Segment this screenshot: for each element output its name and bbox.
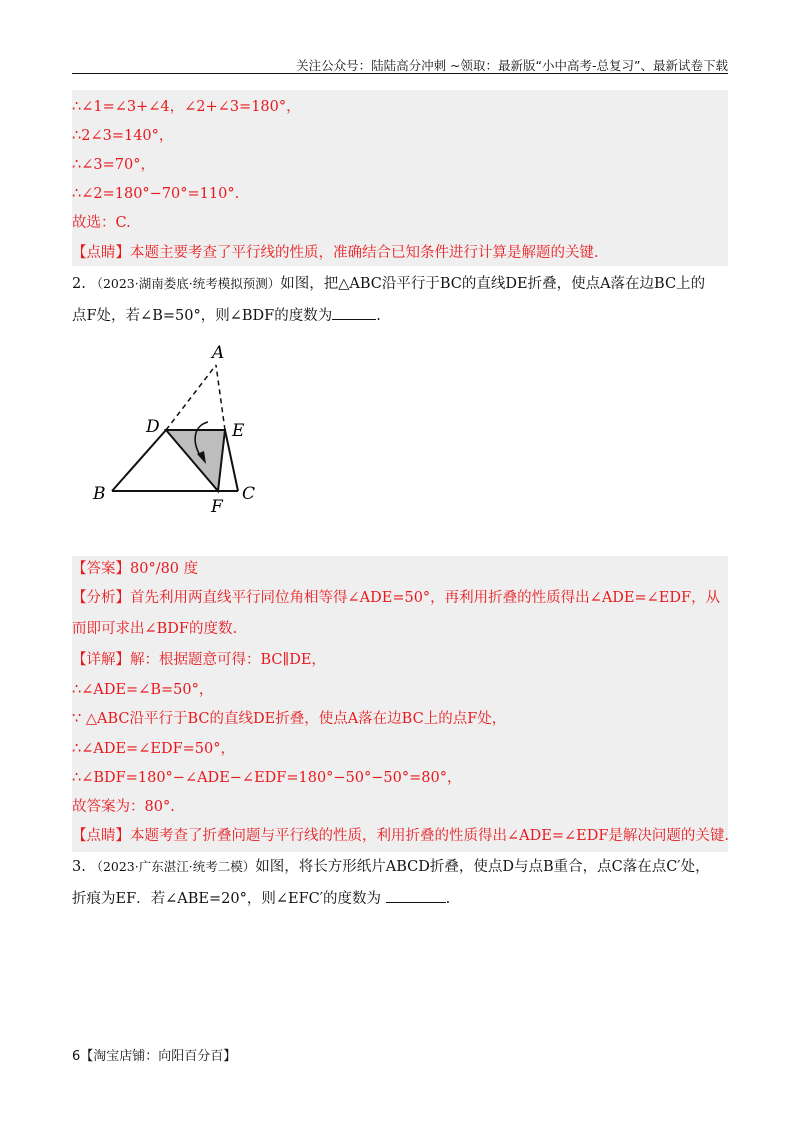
question-3-text-1: 如图，将长方形纸片ABCD折叠，使点D与点B重合，点C落在点C′处， (255, 859, 710, 875)
detail-text-1: 解：根据题意可得：BC∥DE， (130, 652, 326, 668)
triangle-fold-figure (80, 340, 280, 520)
comment-line-2 (72, 826, 729, 846)
comment-text: 本题主要考查了平行线的性质，准确结合已知条件进行计算是解题的关键. (130, 245, 599, 261)
page-header: 关注公众号：陆陆高分冲刺 ~领取：最新版“小中高考-总复习”、最新试卷下载 (296, 58, 728, 73)
header-rule (72, 73, 728, 74)
detail-line-4: ∴∠ADE=∠EDF=50°， (72, 741, 235, 757)
question-text-end: . (376, 308, 381, 324)
detail-tag: 【详解】 (72, 652, 130, 668)
analysis-line-1 (72, 588, 720, 608)
page-footer: 6【淘宝店铺：向阳百分百】 (72, 1049, 237, 1064)
solution-line-2: ∴2∠3=140°， (72, 128, 174, 144)
question-text-a: 如图，把 (280, 276, 339, 292)
question-number: 2. (72, 276, 86, 292)
question-3-number: 3. (72, 859, 86, 875)
analysis-tag: 【分析】 (72, 590, 130, 606)
solution-line-3: ∴∠3=70°， (72, 157, 155, 173)
solution-line-1: ∴∠1=∠3+∠4，∠2+∠3=180°， (72, 99, 301, 115)
question-3-text-end: . (445, 891, 451, 907)
analysis-line-2: 而即可求出∠BDF的度数. (72, 621, 238, 637)
label-c: C (242, 484, 256, 504)
label-d: D (146, 417, 160, 437)
question-text-c: 点F处，若∠B=50°，则∠BDF的度数为 (72, 308, 333, 324)
detail-line-3: ∵ △ABC沿平行于BC的直线DE折叠，使点A落在边BC上的点F处， (72, 711, 507, 727)
solution-line-4: ∴∠2=180°−70°=110°. (72, 186, 240, 202)
answer-line (72, 559, 198, 579)
question-text-b: △ABC沿平行于BC的直线DE折叠，使点A落在边BC上的 (338, 276, 706, 292)
detail-line-6: 故答案为：80°. (72, 799, 175, 815)
label-a: A (212, 343, 225, 363)
question-2-line-2 (72, 305, 381, 326)
dashed-ae (216, 365, 225, 430)
answer-blank (332, 305, 376, 320)
answer-text: 80°/80 度 (130, 561, 199, 577)
analysis-text-1: 首先利用两直线平行同位角相等得∠ADE=50°，再利用折叠的性质得出∠ADE=∠EDF，从 (130, 590, 721, 606)
question-3-text-2: 折痕为EF．若∠ABE=20°，则∠EFC′的度数为 (72, 891, 382, 907)
comment-tag-2: 【点睛】 (72, 828, 130, 844)
label-e: E (232, 421, 245, 441)
solution-line-5: 故选：C. (72, 215, 131, 231)
segment-bd (112, 430, 166, 491)
question-3-line-1 (72, 857, 710, 877)
detail-line-5: ∴∠BDF=180°−∠ADE−∠EDF=180°−50°−50°=80°， (72, 770, 462, 786)
question-3-line-2 (72, 888, 450, 909)
detail-line-2: ∴∠ADE=∠B=50°， (72, 682, 214, 698)
answer-tag: 【答案】 (72, 561, 130, 577)
question-2-line-1 (72, 274, 705, 294)
comment-line-1 (72, 243, 599, 263)
comment-text-2: 本题考查了折叠问题与平行线的性质，利用折叠的性质得出∠ADE=∠EDF是解决问题的关键. (130, 828, 730, 844)
label-f: F (211, 497, 223, 517)
dashed-ad (166, 365, 216, 430)
question-source: （2023·湖南娄底·统考模拟预测） (90, 276, 281, 291)
answer-blank-3 (386, 888, 446, 903)
comment-tag: 【点睛】 (72, 245, 130, 261)
question-3-source: （2023·广东湛江·统考二模） (90, 859, 256, 874)
label-b: B (93, 484, 106, 504)
detail-line-1 (72, 650, 326, 670)
